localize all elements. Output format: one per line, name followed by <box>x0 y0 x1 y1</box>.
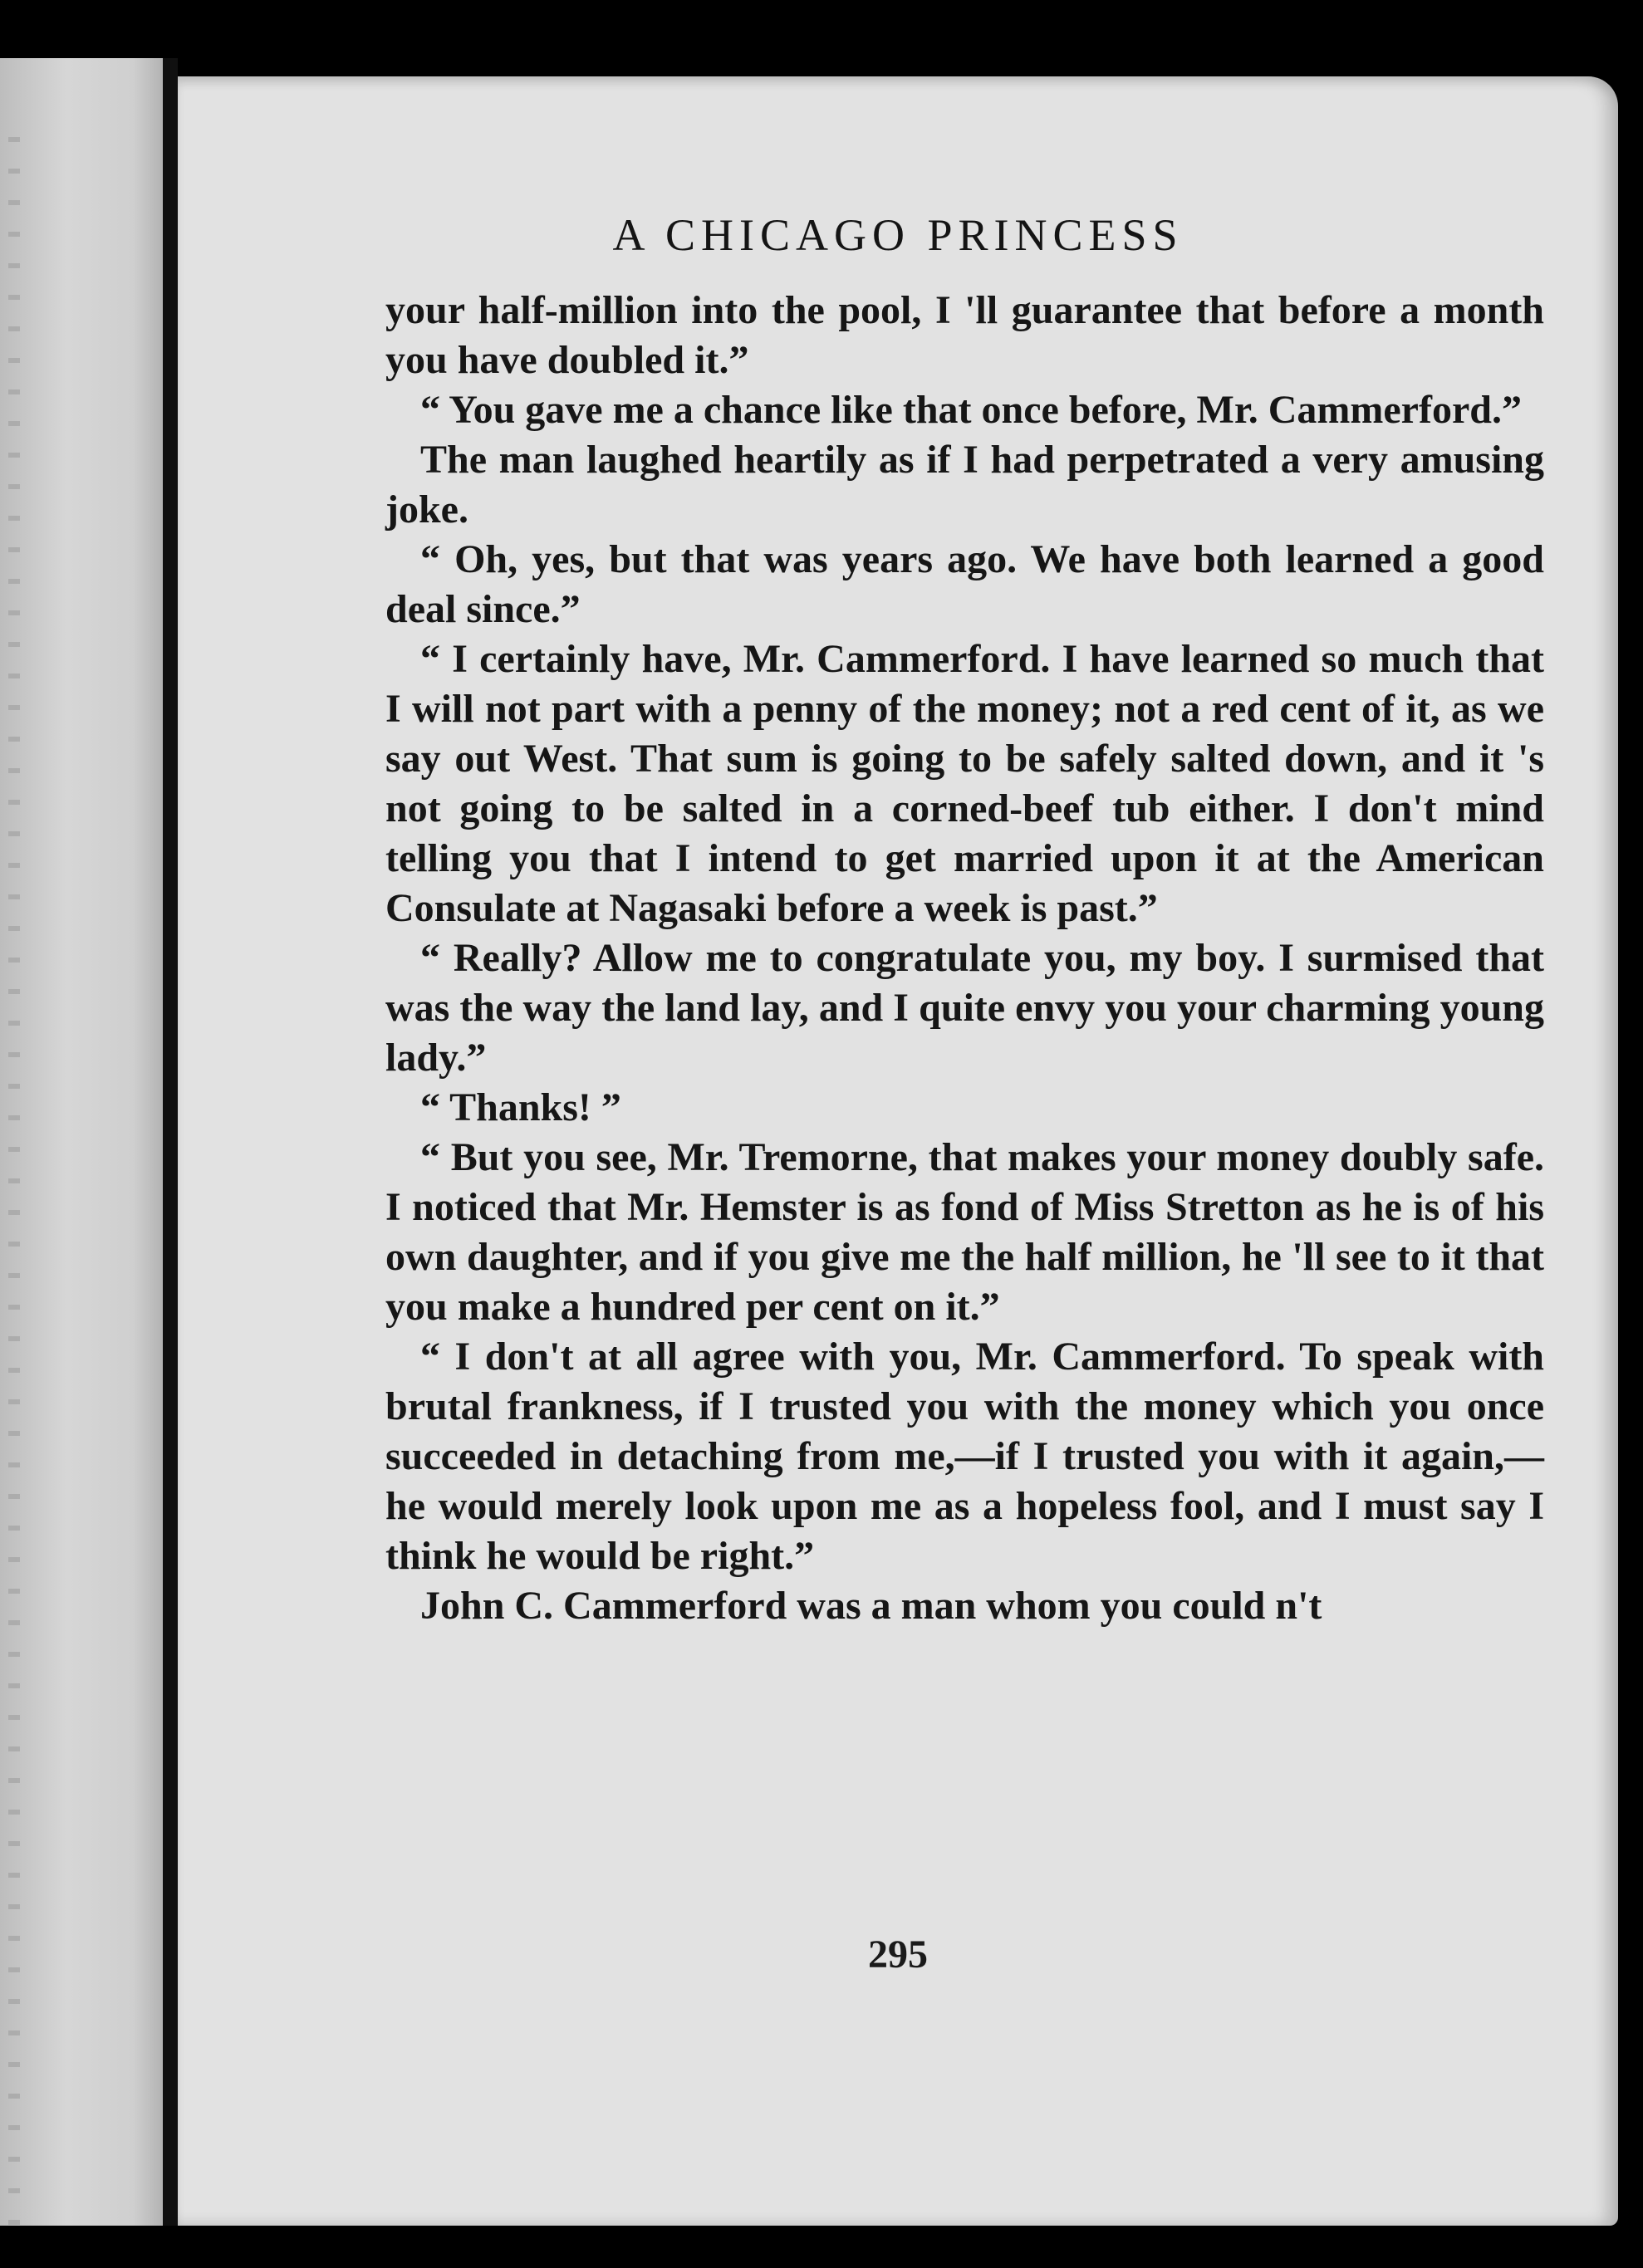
paragraph-2: “ You gave me a chance like that once before, Mr. Cammerford.” <box>420 388 1522 432</box>
paragraph-1: your half-million into the pool, I 'll guarantee that before a month you have doubled it.” <box>385 288 1544 382</box>
paragraph-4: “ Oh, yes, but that was years ago. We have both learned a good deal since.” <box>385 537 1544 631</box>
running-head: A CHICAGO PRINCESS <box>612 210 1184 260</box>
binding-holes <box>8 137 20 2246</box>
paragraph-8: “ But you see, Mr. Tremorne, that makes your money doubly safe. I noticed that Mr. Hemster is as fond of Miss Stretton as he is of his own daughter, and if you give me the half million, he 'll see to it that you make a hundred per cent on it.” <box>385 1135 1544 1329</box>
page-number: 295 <box>868 1932 928 1977</box>
paragraph-7: “ Thanks! ” <box>420 1085 621 1129</box>
facing-page-edge <box>0 58 166 2226</box>
paragraph-5: “ I certainly have, Mr. Cammerford. I have learned so much that I will not part with a penny of the money; not a red cent of it, as we say out West. That sum is going to be safely salted down, and it 's not going to be salted in a corned-beef tub either. I don't mind telling you that I intend to get married upon it at the American Consulate at Nagasaki before a week is past.” <box>385 637 1544 930</box>
paragraph-9: “ I don't at all agree with you, Mr. Cammerford. To speak with brutal frankness, if I trusted you with the money which you once succeeded in detaching from me,—if I trusted you with it again,—he would merely look upon me as a hopeless fool, and I must say I think he would be right.” <box>385 1335 1544 1578</box>
book-gutter <box>163 58 178 2226</box>
paragraph-10: John C. Cammerford was a man whom you could n't <box>420 1584 1322 1628</box>
paragraph-6: “ Really? Allow me to congratulate you, my boy. I surmised that was the way the land lay, and I quite envy you your charming young lady.” <box>385 936 1544 1080</box>
book-page <box>178 76 1618 2226</box>
paragraph-3: The man laughed heartily as if I had perpetrated a very amusing joke. <box>385 438 1544 531</box>
page-body <box>385 286 1544 1631</box>
